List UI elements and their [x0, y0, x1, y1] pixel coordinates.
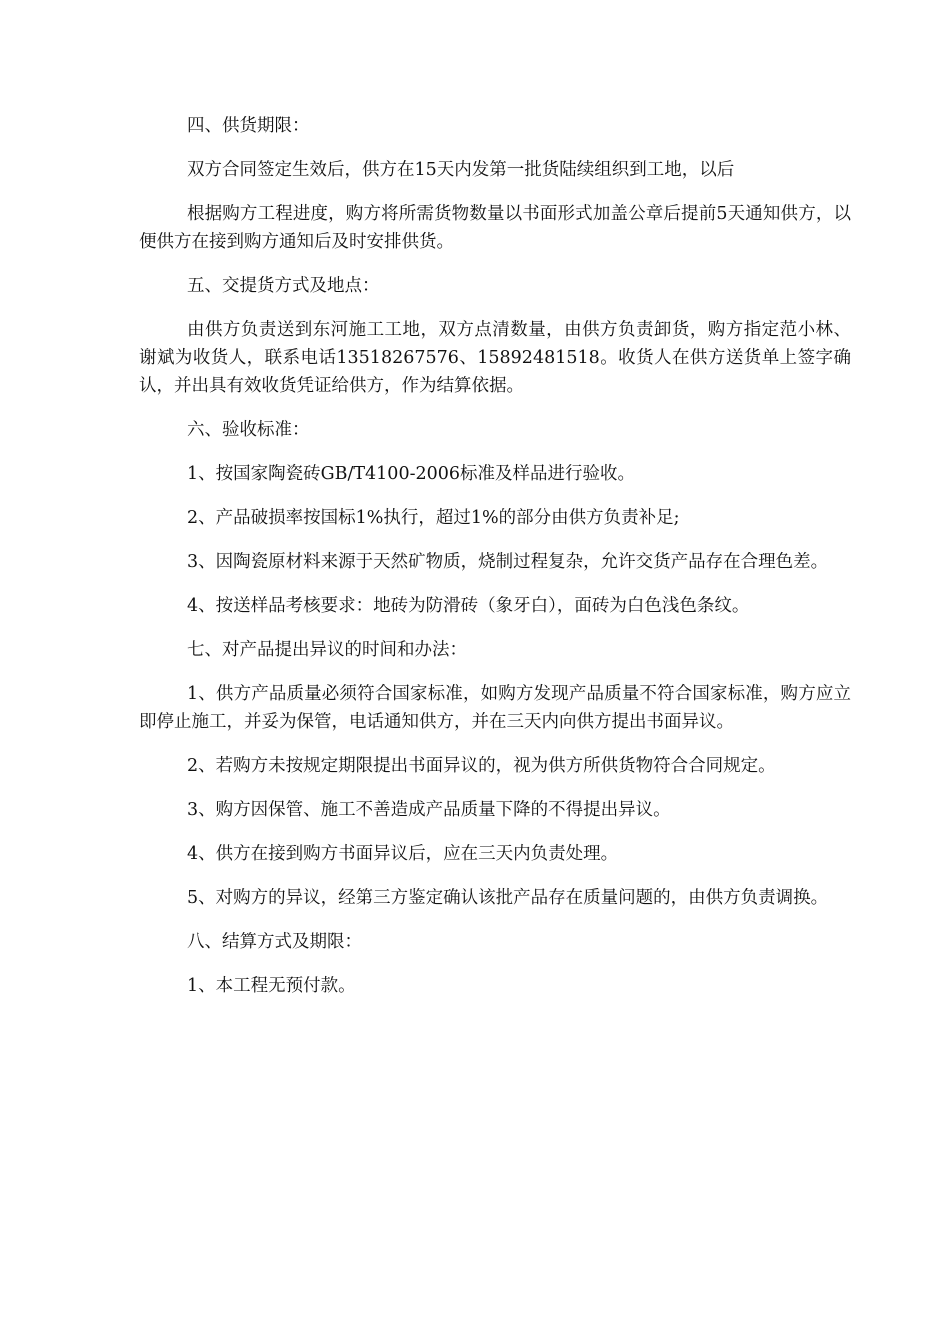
paragraph-supply-notice: 根据购方工程进度，购方将所需货物数量以书面形式加盖公章后提前5天通知供方，以便供方在接到购方通知后及时安排供货。 [139, 204, 851, 252]
section-heading-acceptance: 六、验收标准： [187, 420, 310, 440]
acceptance-item-2: 2、产品破损率按国标1%执行，超过1%的部分由供方负责补足; [187, 508, 680, 528]
objection-item-4: 4、供方在接到购方书面异议后，应在三天内负责处理。 [187, 844, 619, 864]
acceptance-item-1: 1、按国家陶瓷砖GB/T4100-2006标准及样品进行验收。 [187, 464, 636, 484]
paragraph-first-shipment: 双方合同签定生效后，供方在15天内发第一批货陆续组织到工地，以后 [187, 160, 735, 180]
paragraph-delivery-location: 由供方负责送到东河施工工地，双方点清数量，由供方负责卸货，购方指定范小林、谢斌为收货人，联系电话13518267576、15892481518。收货人在供方送货单上签字确认，并出具有效收货凭证给供方，作为结算依据。 [139, 320, 851, 396]
objection-item-1: 1、供方产品质量必须符合国家标准，如购方发现产品质量不符合国家标准，购方应立即停止施工，并妥为保管，电话通知供方，并在三天内向供方提出书面异议。 [139, 684, 851, 732]
objection-item-2: 2、若购方未按规定期限提出书面异议的，视为供方所供货物符合合同规定。 [187, 756, 776, 776]
section-heading-objections: 七、对产品提出异议的时间和办法： [187, 640, 467, 660]
acceptance-item-4: 4、按送样品考核要求：地砖为防滑砖（象牙白），面砖为白色浅色条纹。 [187, 596, 750, 616]
objection-item-3: 3、购方因保管、施工不善造成产品质量下降的不得提出异议。 [187, 800, 671, 820]
section-heading-delivery-period: 四、供货期限： [187, 116, 310, 136]
objection-item-5: 5、对购方的异议，经第三方鉴定确认该批产品存在质量问题的，由供方负责调换。 [187, 888, 829, 908]
section-heading-settlement: 八、结算方式及期限： [187, 932, 362, 952]
document-body [139, 112, 851, 1016]
settlement-item-1: 1、本工程无预付款。 [187, 976, 356, 996]
section-heading-delivery-method: 五、交提货方式及地点： [187, 276, 380, 296]
acceptance-item-3: 3、因陶瓷原材料来源于天然矿物质，烧制过程复杂，允许交货产品存在合理色差。 [187, 552, 829, 572]
